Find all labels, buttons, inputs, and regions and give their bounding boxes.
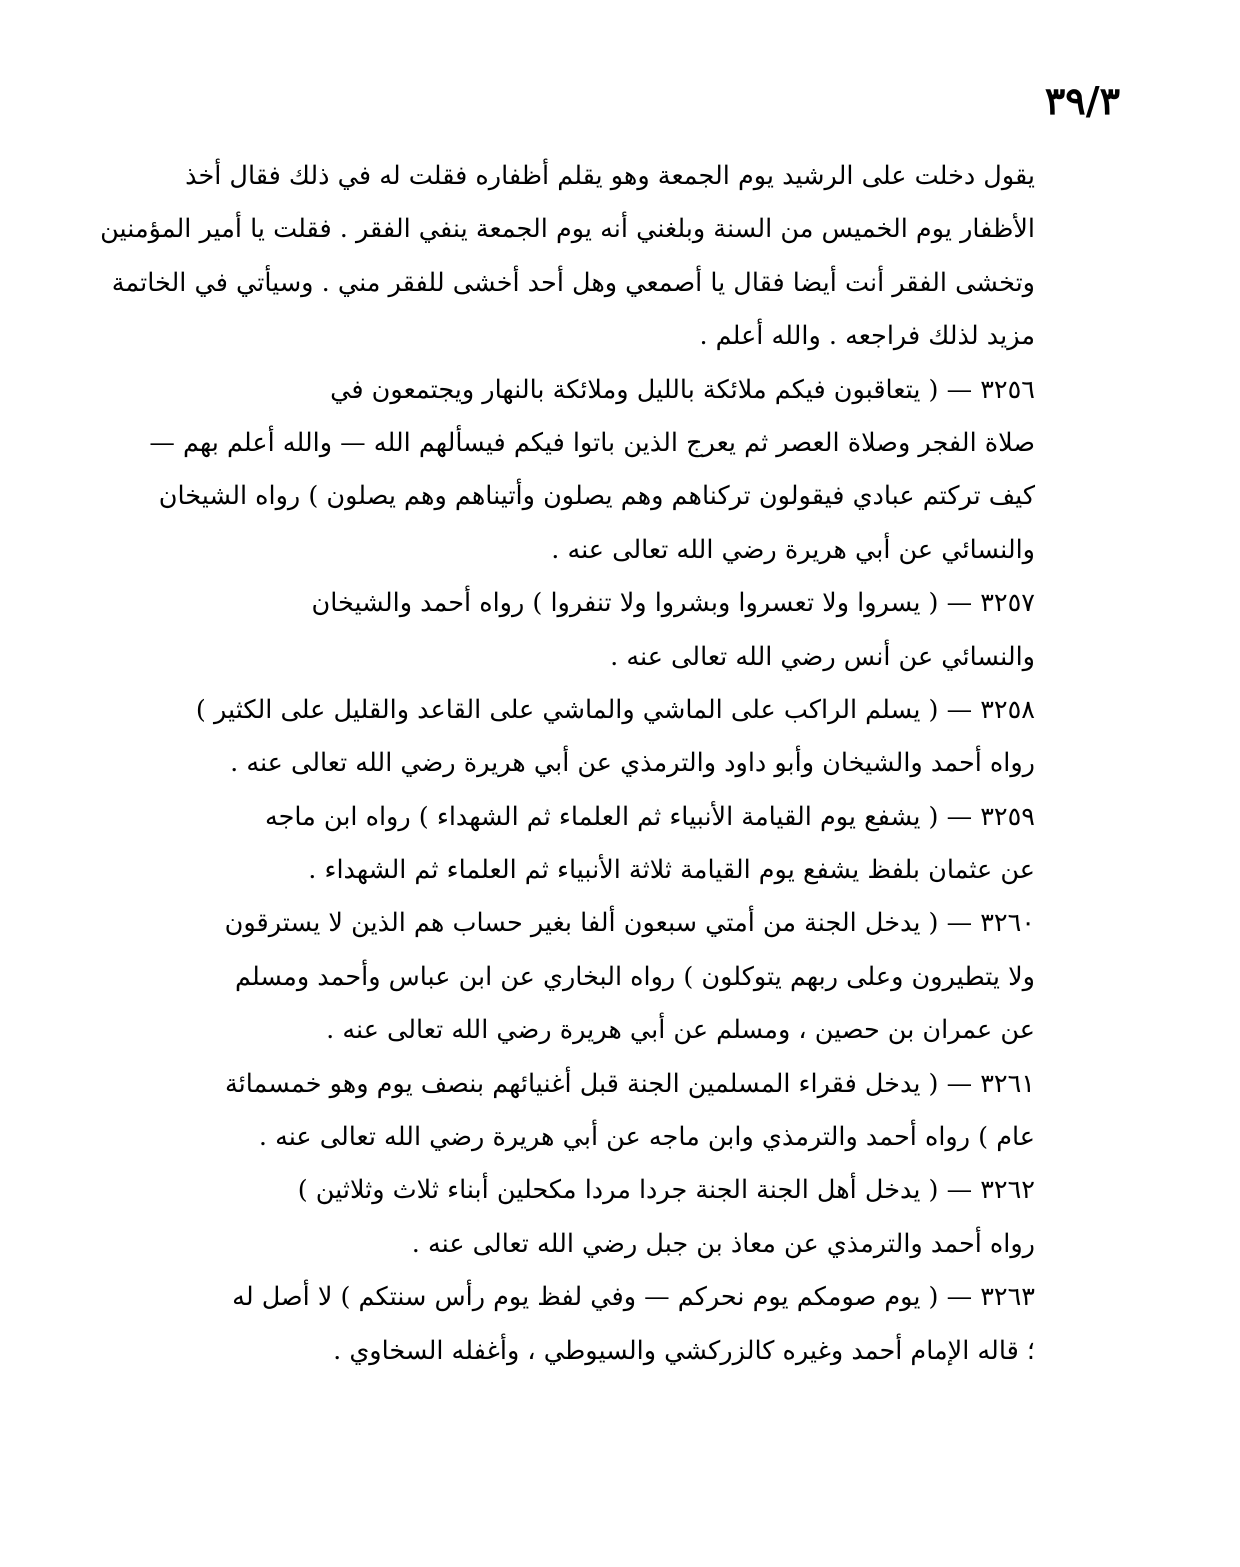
text-line: كيف تركتم عبادي فيقولون تركناهم وهم يصلون وأتيناهم وهم يصلون ) رواه الشيخان — [158, 481, 1035, 512]
text-line: وتخشى الفقر أنت أيضا فقال يا أصمعي وهل أحد أخشى للفقر مني . وسيأتي في الخاتمة — [111, 267, 1035, 298]
text-line: عن عثمان بلفظ يشفع يوم القيامة ثلاثة الأنبياء ثم العلماء ثم الشهداء . — [308, 855, 1035, 886]
text-line: الأظفار يوم الخميس من السنة وبلغني أنه يوم الجمعة ينفي الفقر . فقلت يا أمير المؤمنين — [100, 214, 1035, 245]
hadith-3259-line: ٣٢٥٩ — ( يشفع يوم القيامة الأنبياء ثم العلماء ثم الشهداء ) رواه ابن ماجه — [264, 801, 1035, 832]
hadith-3257-line: ٣٢٥٧ — ( يسروا ولا تعسروا وبشروا ولا تنفروا ) رواه أحمد والشيخان — [311, 588, 1035, 619]
text-line: عام ) رواه أحمد والترمذي وابن ماجه عن أبي هريرة رضي الله تعالى عنه . — [258, 1122, 1035, 1153]
text-line: عن عمران بن حصين ، ومسلم عن أبي هريرة رضي الله تعالى عنه . — [326, 1015, 1035, 1046]
text-line: يقول دخلت على الرشيد يوم الجمعة وهو يقلم أظفاره فقلت له في ذلك فقال أخذ — [185, 161, 1035, 191]
body-text — [100, 150, 1035, 1378]
page-number: ٣٩/٣ — [1044, 78, 1120, 123]
text-line: ؛ قاله الإمام أحمد وغيره كالزركشي والسيوطي ، وأغفله السخاوي . — [333, 1335, 1035, 1366]
hadith-3262-line: ٣٢٦٢ — ( يدخل أهل الجنة الجنة جردا مردا مكحلين أبناء ثلاث وثلاثين ) — [297, 1175, 1035, 1206]
text-line: صلاة الفجر وصلاة العصر ثم يعرج الذين باتوا فيكم فيسألهم الله — والله أعلم بهم — — [149, 427, 1035, 458]
hadith-3260-line: ٣٢٦٠ — ( يدخل الجنة من أمتي سبعون ألفا بغير حساب هم الذين لا يسترقون — [224, 908, 1035, 939]
hadith-3261-line: ٣٢٦١ — ( يدخل فقراء المسلمين الجنة قبل أغنيائهم بنصف يوم وهو خمسمائة — [224, 1068, 1035, 1099]
text-line: رواه أحمد والترمذي عن معاذ بن جبل رضي الله تعالى عنه . — [411, 1228, 1035, 1259]
text-line: ولا يتطيرون وعلى ربهم يتوكلون ) رواه البخاري عن ابن عباس وأحمد ومسلم — [235, 961, 1035, 992]
hadith-3263-line: ٣٢٦٣ — ( يوم صومكم يوم نحركم — وفي لفظ يوم رأس سنتكم ) لا أصل له — [232, 1282, 1035, 1313]
hadith-3256-line: ٣٢٥٦ — ( يتعاقبون فيكم ملائكة بالليل وملائكة بالنهار ويجتمعون في — [330, 374, 1035, 405]
text-line: والنسائي عن أبي هريرة رضي الله تعالى عنه . — [551, 534, 1035, 565]
hadith-3258-line: ٣٢٥٨ — ( يسلم الراكب على الماشي والماشي على القاعد والقليل على الكثير ) — [195, 694, 1035, 725]
text-line: رواه أحمد والشيخان وأبو داود والترمذي عن أبي هريرة رضي الله تعالى عنه . — [230, 748, 1035, 779]
text-line: مزيد لذلك فراجعه . والله أعلم . — [699, 321, 1035, 352]
text-line: والنسائي عن أنس رضي الله تعالى عنه . — [610, 641, 1035, 672]
